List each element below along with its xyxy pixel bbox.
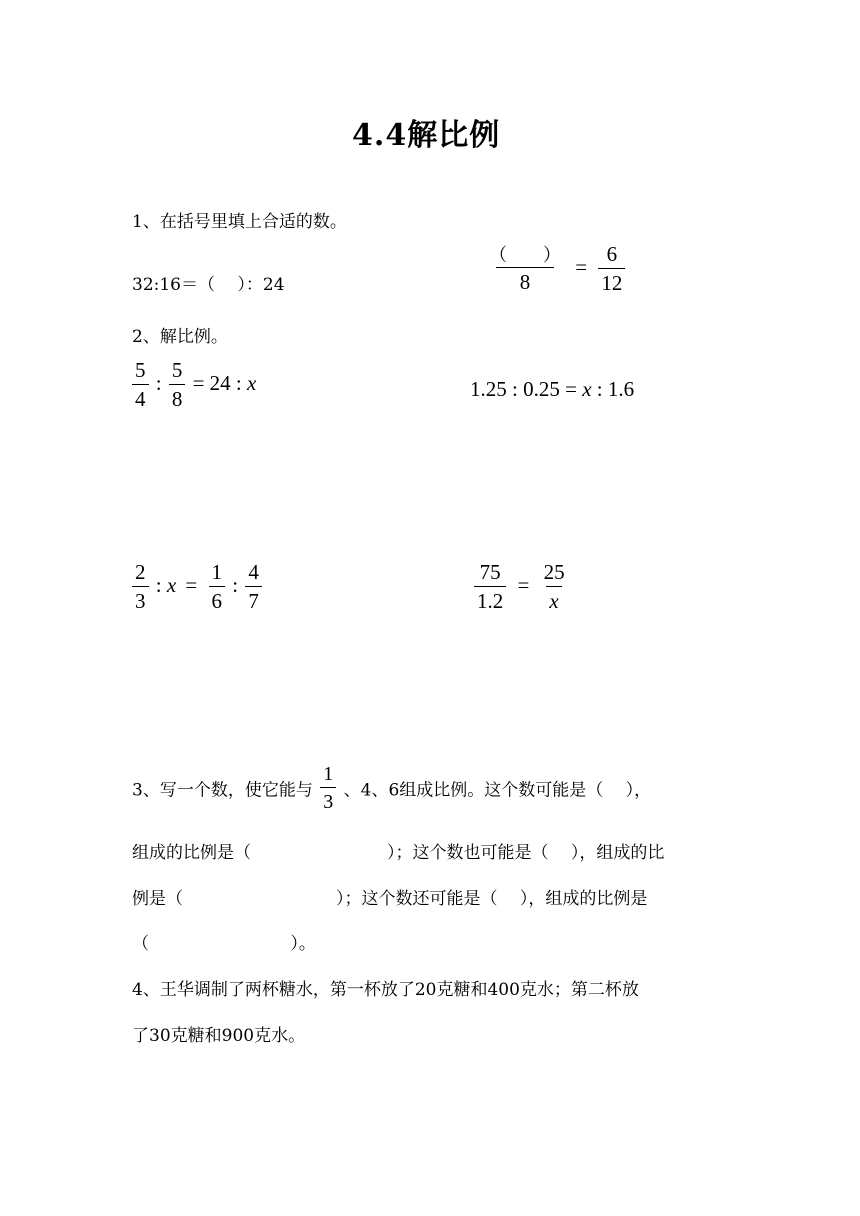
question-3-line-4: （ ）。 <box>132 934 316 954</box>
proportion-2 <box>470 377 634 402</box>
fraction-a-numerator: 75 <box>479 560 501 584</box>
proportion-2-left: 1.25 : 0.25 = <box>470 377 577 401</box>
question-1-equation-1: 32:16＝（ ）：24 <box>132 275 285 295</box>
fraction-right-numerator: 6 <box>606 242 618 266</box>
question-3-line-2: 组成的比例是（ ）；这个数也可能是（ ），组成的比 <box>132 843 665 863</box>
fraction-b-denominator: 8 <box>169 384 186 410</box>
proportion-2-right: : 1.6 <box>596 377 635 401</box>
question-4-line-1: 4、王华调制了两杯糖水，第一杯放了20克糖和400克水；第二杯放 <box>132 980 639 1000</box>
fraction-right-denominator: 12 <box>598 268 625 294</box>
fraction-one-third-denominator: 3 <box>320 787 336 812</box>
fraction-a <box>474 562 506 612</box>
fraction-b <box>169 360 186 410</box>
question-3-prefix: 3、写一个数，使它能与 <box>132 780 313 801</box>
question-2-heading: 2、解比例。 <box>132 327 228 347</box>
question-1-heading: 1、在括号里填上合适的数。 <box>132 212 347 232</box>
fraction-b-numerator: 25 <box>543 560 565 584</box>
fraction-a-denominator: 4 <box>132 384 149 410</box>
fraction-a <box>132 360 149 410</box>
equals-sign: = <box>575 254 588 279</box>
equals-sign: = <box>517 572 530 597</box>
variable-x: x <box>166 572 177 597</box>
question-1-equation-2 <box>484 244 627 294</box>
fraction-b <box>541 562 568 612</box>
fraction-a-numerator: 5 <box>135 358 146 382</box>
fraction-b-denominator: 6 <box>209 586 226 612</box>
question-4-line-2: 了30克糖和900克水。 <box>132 1026 306 1046</box>
colon: : <box>155 370 162 395</box>
fraction-right <box>598 244 625 294</box>
fraction-one-third <box>320 764 336 812</box>
proportion-1 <box>130 360 256 410</box>
question-3-suffix: 、4、6组成比例。这个数可能是（ ）， <box>343 780 652 801</box>
equals-sign: = <box>185 572 198 597</box>
colon: : <box>155 572 162 597</box>
fraction-left-denominator: 8 <box>496 267 555 293</box>
variable-x: x <box>247 370 257 395</box>
fraction-left <box>486 246 564 293</box>
question-3-line-3: 例是（ ）；这个数还可能是（ ），组成的比例是 <box>132 889 648 909</box>
fraction-c-numerator: 4 <box>248 560 259 584</box>
fraction-b <box>209 562 226 612</box>
fraction-a-denominator: 3 <box>132 586 149 612</box>
colon: : <box>232 572 239 597</box>
proportion-3 <box>130 562 264 612</box>
fraction-a-denominator: 1.2 <box>474 586 506 612</box>
fraction-a <box>132 562 149 612</box>
fraction-left-numerator: （ ） <box>489 244 561 265</box>
fraction-c-denominator: 7 <box>245 586 262 612</box>
fraction-a-numerator: 2 <box>135 560 146 584</box>
page-title: 4.4解比例 <box>352 118 501 153</box>
question-3-line-1 <box>132 764 651 812</box>
fraction-one-third-numerator: 1 <box>323 763 334 785</box>
proportion-4 <box>472 562 570 612</box>
fraction-c <box>245 562 262 612</box>
fraction-b-denominator: x <box>546 586 561 612</box>
proportion-1-rest: = 24 : <box>192 370 242 395</box>
variable-x: x <box>582 377 592 401</box>
fraction-b-numerator: 1 <box>211 560 223 584</box>
fraction-b-numerator: 5 <box>171 358 183 382</box>
